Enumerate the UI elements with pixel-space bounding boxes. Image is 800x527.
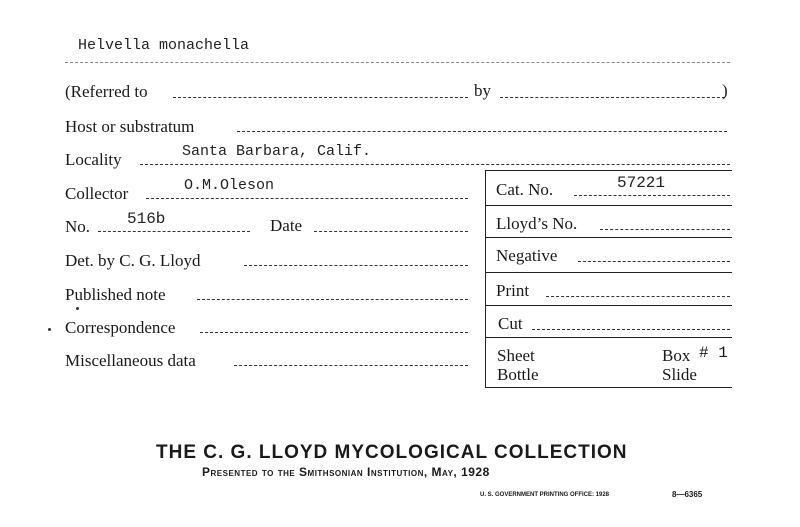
collection-title: THE C. G. LLOYD MYCOLOGICAL COLLECTION xyxy=(156,442,628,463)
cat-box-bottom xyxy=(485,387,732,388)
box-label: Box xyxy=(662,346,691,365)
close-paren: ) xyxy=(722,81,728,100)
det-line xyxy=(244,265,468,266)
printing-office-note: U. S. GOVERNMENT PRINTING OFFICE: 1928 xyxy=(480,492,610,498)
print-line xyxy=(546,296,730,297)
slide-label: Slide xyxy=(662,365,697,384)
misc-label: Miscellaneous data xyxy=(65,351,196,370)
lloyd-label: Lloyd’s No. xyxy=(496,214,578,233)
no-line xyxy=(98,231,250,232)
stray-mark xyxy=(48,328,51,331)
misc-line xyxy=(234,365,468,366)
by-line xyxy=(500,97,725,98)
bottle-label: Bottle xyxy=(497,365,539,384)
specimen-name: Helvella monachella xyxy=(78,37,250,54)
form-number: 8—6365 xyxy=(672,490,703,499)
cat-sep-5 xyxy=(485,337,732,338)
host-line xyxy=(237,131,727,132)
correspondence-line xyxy=(200,332,468,333)
cat-sep-1 xyxy=(485,205,732,206)
cat-sep-3 xyxy=(485,272,732,273)
cat-box-top xyxy=(485,170,732,171)
cat-line xyxy=(574,195,730,196)
host-label: Host or substratum xyxy=(65,117,195,136)
cat-value: 57221 xyxy=(617,174,666,192)
cut-line xyxy=(532,329,730,330)
no-label: No. xyxy=(65,217,91,236)
det-label: Det. by C. G. Lloyd xyxy=(65,251,201,270)
cut-label: Cut xyxy=(498,314,523,333)
collector-line xyxy=(146,198,468,199)
referred-to-label: (Referred to xyxy=(65,82,148,101)
published-line xyxy=(197,299,468,300)
cat-box-left xyxy=(485,170,486,388)
locality-value: Santa Barbara, Calif. xyxy=(182,143,372,160)
no-value: 516b xyxy=(127,210,166,228)
date-label: Date xyxy=(270,216,303,235)
cat-sep-2 xyxy=(485,237,732,238)
cat-sep-4 xyxy=(485,305,732,306)
box-value: # 1 xyxy=(699,344,728,362)
collection-subtitle: Presented to the Smithsonian Institution, May, 1928 xyxy=(202,465,490,479)
name-line xyxy=(65,62,730,63)
referred-to-line xyxy=(173,97,468,98)
date-line xyxy=(314,231,468,232)
locality-label: Locality xyxy=(65,150,122,169)
locality-line xyxy=(140,164,730,165)
negative-line xyxy=(578,261,730,262)
print-label: Print xyxy=(496,281,530,300)
lloyd-line xyxy=(600,229,730,230)
cat-label: Cat. No. xyxy=(496,180,554,199)
correspondence-label: Correspondence xyxy=(65,318,176,337)
collector-value: O.M.Oleson xyxy=(184,177,275,194)
by-label: by xyxy=(474,81,491,100)
published-label: Published note xyxy=(65,285,166,304)
stray-mark xyxy=(76,307,79,310)
sheet-label: Sheet xyxy=(497,346,535,365)
negative-label: Negative xyxy=(496,246,558,265)
collector-label: Collector xyxy=(65,184,129,203)
